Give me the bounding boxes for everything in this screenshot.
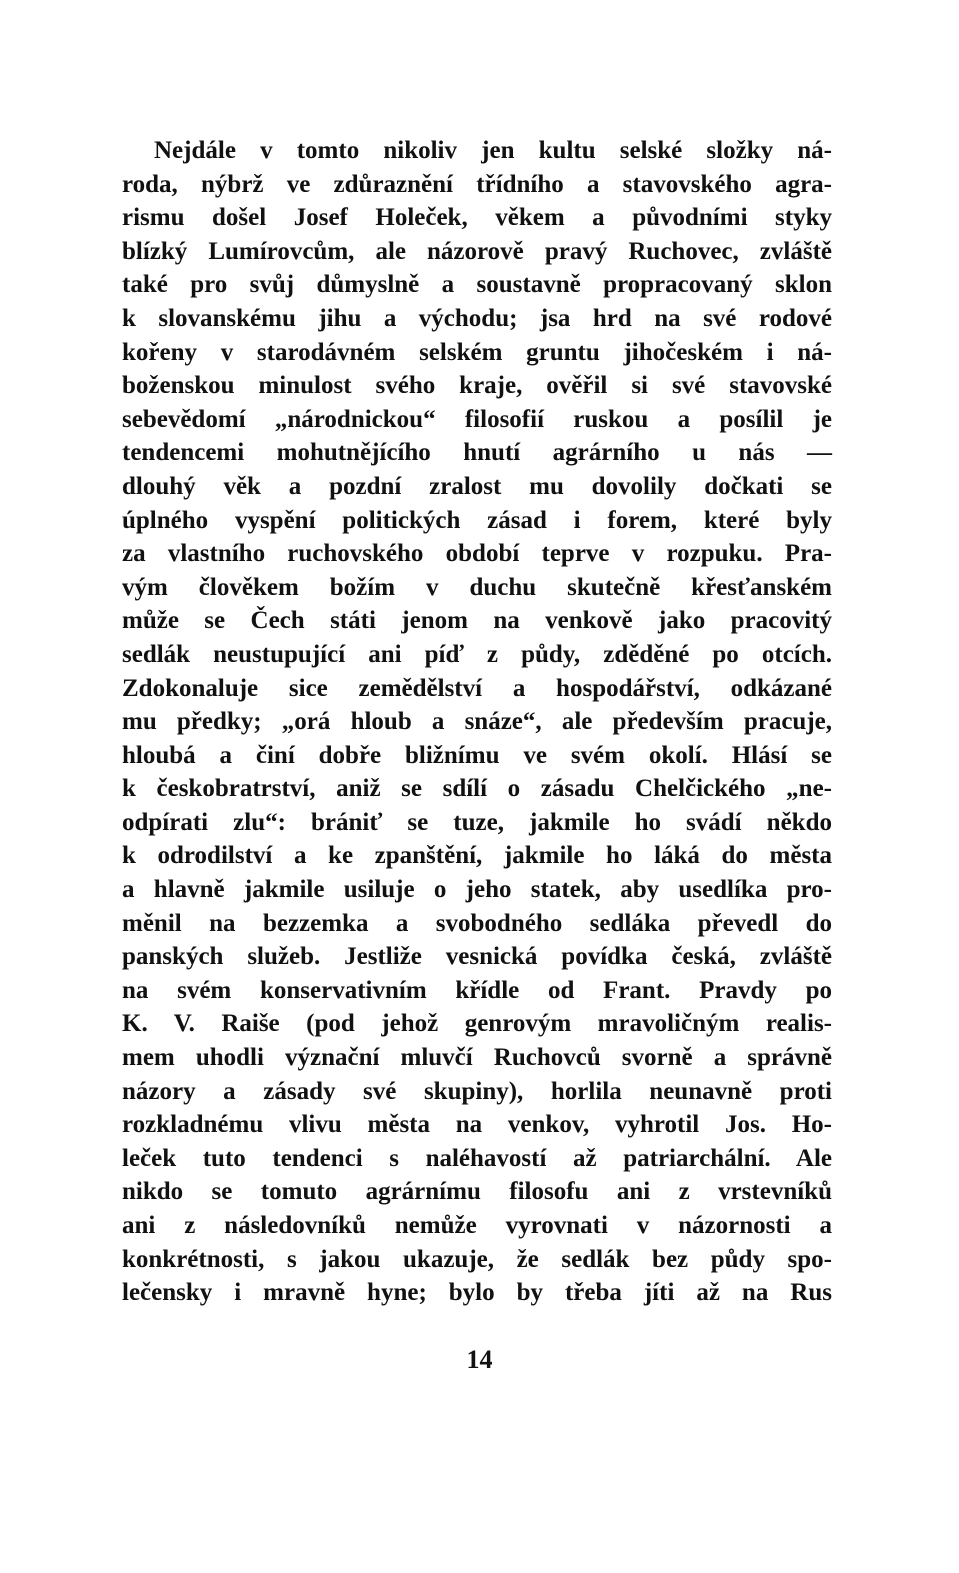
text-line: sedlák neustupující ani píď z půdy, zděděné po otcích.: [122, 640, 832, 668]
text-line: úplného vyspění politických zásad i forem, které byly: [122, 506, 832, 534]
text-line: také pro svůj důmyslně a soustavně propracovaný sklon: [122, 271, 832, 299]
text-line: rozkladnému vlivu města na venkov, vyhrotil Jos. Ho-: [122, 1111, 832, 1139]
text-line: může se Čech státi jenom na venkově jako pracovitý: [122, 607, 832, 635]
text-line: kořeny v starodávném selském gruntu jihočeském i ná-: [122, 338, 832, 366]
text-line: blízký Lumírovcům, ale názorově pravý Ruchovec, zvláště: [122, 237, 832, 265]
text-line: k slovanskému jihu a východu; jsa hrd na své rodové: [122, 304, 832, 332]
text-line: mem uhodli význační mluvčí Ruchovců svorně a správně: [122, 1044, 832, 1072]
text-line: dlouhý věk a pozdní zralost mu dovolily dočkati se: [122, 472, 832, 500]
text-line: leček tuto tendenci s naléhavostí až patriarchální. Ale: [122, 1144, 832, 1172]
text-line: panských služeb. Jestliže vesnická povídka česká, zvláště: [122, 943, 832, 971]
text-line: mu předky; „orá hloub a snáze“, ale především pracuje,: [122, 708, 832, 736]
text-line: boženskou minulost svého kraje, ověřil si své stavovské: [122, 372, 832, 400]
page-number: 14: [466, 1345, 493, 1374]
text-line: rismu došel Josef Holeček, věkem a původními styky: [122, 204, 832, 232]
text-line: za vlastního ruchovského období teprve v rozpuku. Pra-: [122, 540, 832, 568]
text-line: tendencemi mohutnějícího hnutí agrárního u nás —: [122, 439, 832, 467]
text-line: nikdo se tomuto agrárnímu filosofu ani z vrstevníků: [122, 1178, 832, 1206]
text-line: lečensky i mravně hyne; bylo by třeba jíti až na Rus: [122, 1279, 832, 1307]
text-line: na svém konservativním křídle od Frant. Pravdy po: [122, 976, 832, 1004]
text-line: sebevědomí „národnickou“ filosofií ruskou a posílil je: [122, 405, 832, 433]
body-text: [122, 134, 832, 1310]
text-line: k českobratrství, aniž se sdílí o zásadu Chelčického „ne-: [122, 775, 832, 803]
text-line: k odrodilství a ke zpanštění, jakmile ho láká do města: [122, 842, 832, 870]
text-line: ani z následovníků nemůže vyrovnati v názornosti a: [122, 1212, 832, 1239]
text-line: Nejdále v tomto nikoliv jen kultu selské složky ná-: [154, 137, 832, 164]
text-line: názory a zásady své skupiny), horlila neunavně proti: [122, 1077, 832, 1105]
text-line: K. V. Raiše (pod jehož genrovým mravoličným realis-: [122, 1010, 832, 1038]
text-line: vým člověkem božím v duchu skutečně křesťanském: [122, 573, 832, 601]
text-line: odpírati zlu“: brániť se tuze, jakmile ho svádí někdo: [122, 808, 832, 836]
text-line: konkrétnosti, s jakou ukazuje, že sedlák bez půdy spo-: [122, 1245, 832, 1273]
text-line: roda, nýbrž ve zdůraznění třídního a stavovského agra-: [122, 170, 832, 198]
text-line: hloubá a činí dobře bližnímu ve svém okolí. Hlásí se: [122, 741, 832, 769]
text-line: Zdokonaluje sice zemědělství a hospodářství, odkázané: [122, 674, 832, 702]
text-line: a hlavně jakmile usiluje o jeho statek, aby usedlíka pro-: [122, 876, 832, 904]
text-line: měnil na bezzemka a svobodného sedláka převedl do: [122, 909, 832, 937]
